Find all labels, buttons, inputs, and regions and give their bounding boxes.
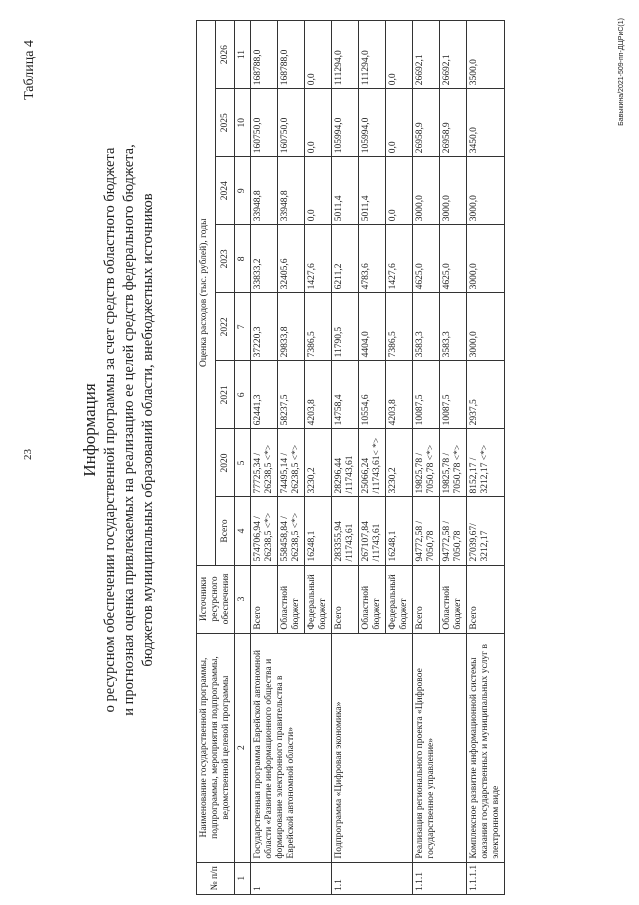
row-name: Государственная программа Еврейской автономной области «Развитие информационного общества и формирование электронного правительства в Еврейской автономной области»	[251, 633, 332, 862]
row-value: 16248,1	[305, 497, 332, 565]
row-value: 111294,0	[332, 21, 359, 89]
row-value: 33833,2	[251, 225, 278, 293]
row-value: 26692,1	[413, 21, 440, 89]
row-value: 0,0	[305, 89, 332, 157]
column-number: 5	[235, 429, 251, 497]
row-value: 37220,3	[251, 293, 278, 361]
row-value: 105994,0	[359, 89, 386, 157]
row-value: 3583,3	[440, 293, 467, 361]
table-row	[413, 21, 440, 895]
row-value: 32405,6	[278, 225, 305, 293]
column-number: 10	[235, 89, 251, 157]
row-source: Областной бюджет	[440, 565, 467, 633]
row-source: Всего	[251, 565, 278, 633]
row-value: 0,0	[305, 21, 332, 89]
row-value: 29833,8	[278, 293, 305, 361]
header-year: 2026	[216, 21, 235, 89]
row-value: 160750,0	[251, 89, 278, 157]
header-row	[197, 21, 216, 895]
row-number: 1	[251, 862, 332, 894]
row-value: 27039,67/ 3212,17	[467, 497, 505, 565]
row-source: Федеральный бюджет	[386, 565, 413, 633]
row-value: 1427,6	[386, 225, 413, 293]
row-value: 4625,0	[413, 225, 440, 293]
table-label: Таблица 4	[22, 40, 37, 100]
row-name: Реализация регионального проекта «Цифровое государственное управление»	[413, 633, 467, 862]
column-number: 11	[235, 21, 251, 89]
row-value: 3230,2	[305, 429, 332, 497]
row-number: 1.1.1	[413, 862, 467, 894]
row-value: 5011,4	[359, 157, 386, 225]
row-source: Всего	[332, 565, 359, 633]
column-number: 3	[235, 565, 251, 633]
row-value: 26958,9	[440, 89, 467, 157]
row-value: 558458,84 / 26238,5 <*>	[278, 497, 305, 565]
column-number: 8	[235, 225, 251, 293]
row-value: 574706,94 / 26238,5 <*>	[251, 497, 278, 565]
row-value: 10087,5	[440, 361, 467, 429]
row-value: 168788,0	[278, 21, 305, 89]
row-value: 3000,0	[467, 293, 505, 361]
row-value: 10087,5	[413, 361, 440, 429]
row-value: 10554,6	[359, 361, 386, 429]
row-number: 1.1	[332, 862, 413, 894]
row-source: Всего	[467, 565, 505, 633]
resource-table	[196, 20, 505, 895]
row-value: 62441,3	[251, 361, 278, 429]
column-numbers-row	[235, 21, 251, 895]
row-value: 28296,44 /11743,61	[332, 429, 359, 497]
signature-line: Бавыкина/2021-509-пп-ДЦРиС(1)	[618, 18, 625, 126]
row-value: 3000,0	[467, 157, 505, 225]
row-value: 26692,1	[440, 21, 467, 89]
row-value: 0,0	[305, 157, 332, 225]
header-year: 2023	[216, 225, 235, 293]
title-line-1: Информация	[80, 383, 99, 477]
row-value: 1427,6	[305, 225, 332, 293]
header-year: 2021	[216, 361, 235, 429]
row-value: 33948,8	[251, 157, 278, 225]
title-line-3: и прогнозная оценка привлекаемых на реализацию ее целей средств федерального бюджета,	[121, 144, 137, 716]
row-value: 7386,5	[305, 293, 332, 361]
row-number: 1.1.1.1	[467, 862, 505, 894]
row-value: 3500,0	[467, 21, 505, 89]
row-value: 3230,2	[386, 429, 413, 497]
table-body	[197, 21, 505, 895]
row-value: 94772,58 / 7050,78	[440, 497, 467, 565]
row-value: 5011,4	[332, 157, 359, 225]
row-value: 11790,5	[332, 293, 359, 361]
row-value: 168788,0	[251, 21, 278, 89]
header-year: 2024	[216, 157, 235, 225]
row-value: 105994,0	[332, 89, 359, 157]
row-value: 4625,0	[440, 225, 467, 293]
row-name: Подпрограмма «Цифровая экономика»	[332, 633, 413, 862]
table-row	[467, 21, 505, 895]
column-number: 2	[235, 633, 251, 862]
row-value: 6211,2	[332, 225, 359, 293]
column-number: 7	[235, 293, 251, 361]
row-value: 3000,0	[467, 225, 505, 293]
row-value: 3583,3	[413, 293, 440, 361]
row-value: 8152,17 / 3212,17 <*>	[467, 429, 505, 497]
row-value: 26958,9	[413, 89, 440, 157]
row-value: 77725,34 / 26238,5 <*>	[251, 429, 278, 497]
row-value: 33948,8	[278, 157, 305, 225]
row-value: 94772,58 / 7050,78	[413, 497, 440, 565]
row-value: 3000,0	[440, 157, 467, 225]
row-value: 4203,8	[305, 361, 332, 429]
row-value: 0,0	[386, 21, 413, 89]
row-value: 19825,78 / 7050,78 <*>	[413, 429, 440, 497]
row-source: Областной бюджет	[278, 565, 305, 633]
row-value: 7386,5	[386, 293, 413, 361]
row-value: 4203,8	[386, 361, 413, 429]
row-value: 3000,0	[413, 157, 440, 225]
document-title	[80, 35, 158, 825]
row-value: 111294,0	[359, 21, 386, 89]
row-source: Всего	[413, 565, 440, 633]
table-row	[251, 21, 278, 895]
header-year: 2025	[216, 89, 235, 157]
row-value: 4404,0	[359, 293, 386, 361]
column-number: 1	[235, 862, 251, 894]
page-number: 23	[22, 449, 34, 460]
row-value: 2937,5	[467, 361, 505, 429]
row-name: Комплексное развитие информационной системы оказания государственных и муниципальных услуг в электронном виде	[467, 633, 505, 862]
row-value: 160750,0	[278, 89, 305, 157]
header-name: Наименование государственной программы, подпрограммы, мероприятия подпрограммы, ведомственной целевой программы	[197, 633, 235, 862]
column-number: 9	[235, 157, 251, 225]
row-value: 14758,4	[332, 361, 359, 429]
table-row	[332, 21, 359, 895]
column-number: 6	[235, 361, 251, 429]
row-source: Областной бюджет	[359, 565, 386, 633]
row-source: Федеральный бюджет	[305, 565, 332, 633]
header-source: Источники ресурсного обеспечения	[197, 565, 235, 633]
header-num: № п/п	[197, 862, 235, 894]
row-value: 19825,78 / 7050,78 <*>	[440, 429, 467, 497]
row-value: 0,0	[386, 157, 413, 225]
row-value: 3450,0	[467, 89, 505, 157]
row-value: 283355,94 /11743,61	[332, 497, 359, 565]
row-value: 4783,6	[359, 225, 386, 293]
row-value: 267107,84 /11743,61	[359, 497, 386, 565]
row-value: 25066,24 /11743,61< *>	[359, 429, 386, 497]
column-number: 4	[235, 497, 251, 565]
row-value: 58237,5	[278, 361, 305, 429]
header-estimate: Оценка расходов (тыс. рублей), годы	[197, 21, 216, 566]
header-year: 2020	[216, 429, 235, 497]
header-year: Всего	[216, 497, 235, 565]
header-year: 2022	[216, 293, 235, 361]
title-line-2: о ресурсном обеспечении государственной программы за счет средств областного бюджета	[102, 147, 118, 713]
row-value: 0,0	[386, 89, 413, 157]
title-line-4: бюджетов муниципальных образований области, внебюджетных источников	[140, 193, 156, 667]
row-value: 16248,1	[386, 497, 413, 565]
row-value: 74495,14 / 26238,5 <*>	[278, 429, 305, 497]
